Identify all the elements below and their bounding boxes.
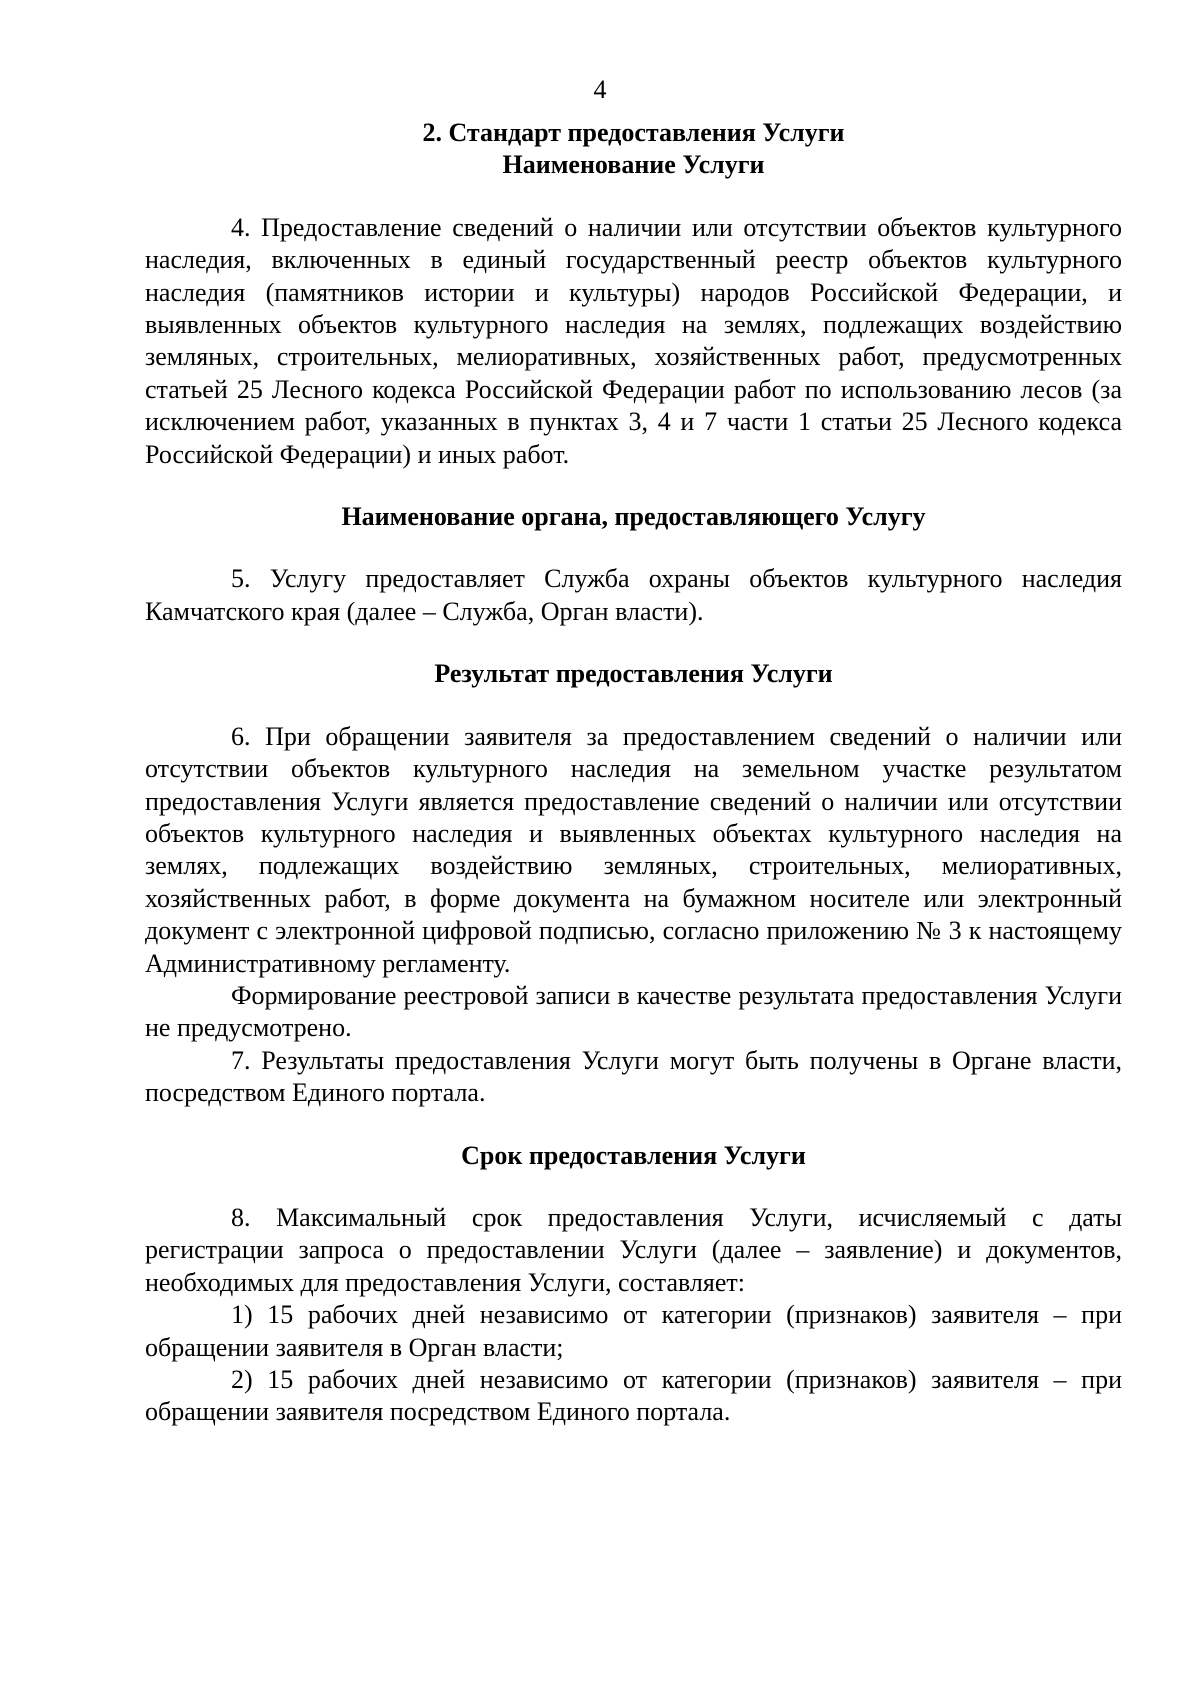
subsection-heading-term: Срок предоставления Услуги (461, 1140, 806, 1170)
document-body (145, 117, 1122, 1429)
paragraph-8-item-1: 1) 15 рабочих дней независимо от категории (признаков) заявителя – при обращении заявителя в Орган власти; (145, 1300, 1122, 1362)
subsection-heading-service-name: Наименование Услуги (502, 150, 765, 180)
page-number: 4 (593, 75, 607, 104)
subsection-heading-organ: Наименование органа, предоставляющего Услугу (341, 502, 926, 532)
paragraph-6-registry: Формирование реестровой записи в качестве результата предоставления Услуги не предусмотрено. (145, 980, 1122, 1043)
paragraph-8: 8. Максимальный срок предоставления Услуги, исчисляемый с даты регистрации запроса о предоставлении Услуги (далее – заявление) и документов, необходимых для предоставления Услуги, составляет: (145, 1202, 1122, 1297)
paragraph-8-item-2: 2) 15 рабочих дней независимо от категории (признаков) заявителя – при обращении заявителя посредством Единого портала. (145, 1365, 1122, 1427)
section-title: 2. Стандарт предоставления Услуги (422, 118, 845, 147)
subsection-heading-result: Результат предоставления Услуги (434, 659, 833, 689)
paragraph-5: 5. Услугу предоставляет Служба охраны объектов культурного наследия Камчатского края (далее – Служба, Орган власти). (145, 564, 1122, 626)
paragraph-6: 6. При обращении заявителя за предоставлением сведений о наличии или отсутствии объектов культурного наследия на земельном участке результатом предоставления Услуги является предоставление сведений о наличии или отсутствии объектов культурного наследия и выявленных объектах культурного наследия на землях, подлежащих воздействию земляных, строительных, мелиоративных, хозяйственных работ, в форме документа на бумажном носителе или электронный документ с электронной цифровой подписью, согласно приложению № 3 к настоящему Административному регламенту. (145, 721, 1122, 978)
paragraph-4: 4. Предоставление сведений о наличии или отсутствии объектов культурного наследия, включенных в единый государственный реестр объектов культурного наследия (памятников истории и культуры) народов Российской Федерации, и выявленных объектов культурного наследия на землях, подлежащих воздействию земляных, строительных, мелиоративных, хозяйственных работ, предусмотренных статьей 25 Лесного кодекса Российской Федерации работ по использованию лесов (за исключением работ, указанных в пунктах 3, 4 и 7 части 1 статьи 25 Лесного кодекса Российской Федерации) и иных работ. (145, 212, 1122, 469)
paragraph-7: 7. Результаты предоставления Услуги могут быть получены в Органе власти, посредством Единого портала. (145, 1045, 1122, 1108)
